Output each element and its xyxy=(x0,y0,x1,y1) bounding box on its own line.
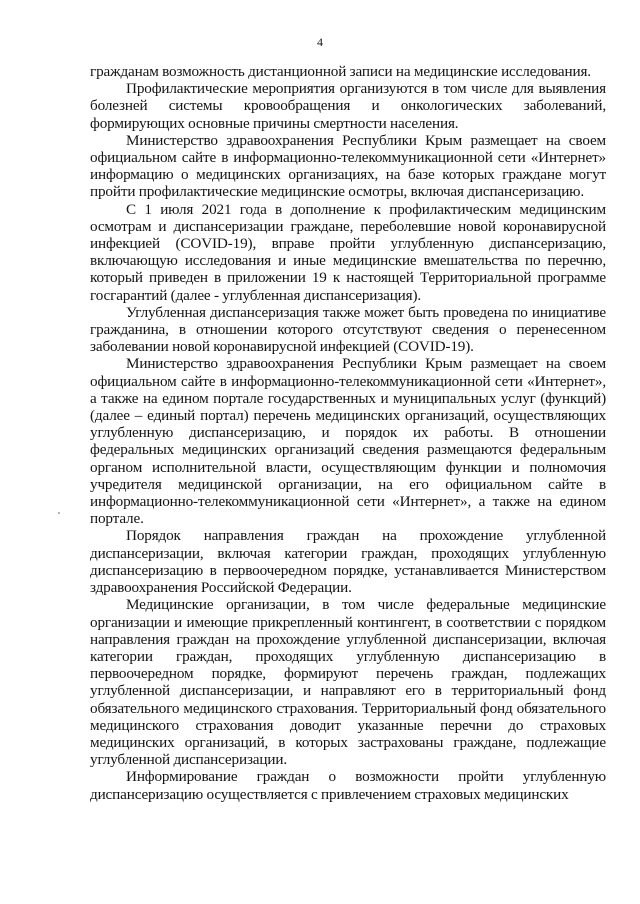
paragraph-5: Углубленная диспансеризация также может быть проведена по инициативе гражданина, в отношении которого отсутствуют сведения о перенесенном заболевании новой коронавирусной инфекцией (COVID-19). xyxy=(90,303,606,356)
paragraph-6: Министерство здравоохранения Республики Крым размещает на своем официальном сайте в информационно-телекоммуникационной сети «Интернет», а также на едином портале государственных и муниципальных услуг (функций) (далее – единый портал) перечень медицинских организаций, осуществляющих углубленную диспансеризацию, и порядок их работы. В отношении федеральных медицинских организаций сведения размещаются федеральным органом исполнительной власти, осуществляющим функции и полномочия учредителя медицинской организации, на его официальном сайте в информационно-телекоммуникационной сети «Интернет», а также на едином портале. xyxy=(90,355,606,528)
paragraph-7: Порядок направления граждан на прохождение углубленной диспансеризации, включая категории граждан, проходящих углубленную диспансеризацию в первоочередном порядке, устанавливается Министерством здравоохранения Российской Федерации. xyxy=(90,527,606,597)
document-body xyxy=(90,63,606,803)
paragraph-9: Информирование граждан о возможности пройти углубленную диспансеризацию осуществляется с привлечением страховых медицинских xyxy=(90,768,606,803)
paragraph-3: Министерство здравоохранения Республики Крым размещает на своем официальном сайте в информационно-телекоммуникационной сети «Интернет» информацию о медицинских организациях, на базе которых граждане могут пройти профилактические медицинские осмотры, включая диспансеризацию. xyxy=(90,131,606,201)
paragraph-8: Медицинские организации, в том числе федеральные медицинские организации и имеющие прикрепленный контингент, в соответствии с порядком направления граждан на прохождение углубленной диспансеризации, включая категории граждан, проходящих углубленную диспансеризацию в первоочередном порядке, формируют перечень граждан, подлежащих углубленной диспансеризации, и направляют его в территориальный фонд обязательного медицинского страхования. Территориальный фонд обязательного медицинского страхования доводит указанные перечни до страховых медицинских организаций, в которых застрахованы граждане, подлежащие углубленной диспансеризации. xyxy=(90,596,606,769)
scan-speck xyxy=(58,512,60,514)
paragraph-4: С 1 июля 2021 года в дополнение к профилактическим медицинским осмотрам и диспансеризации граждане, переболевшие новой коронавирусной инфекцией (COVID-19), вправе пройти углубленную диспансеризацию, включающую исследования и иные медицинские вмешательства по перечню, который приведен в приложении 19 к настоящей Территориальной программе госгарантий (далее - углубленная диспансеризация). xyxy=(90,200,606,304)
page-number: 4 xyxy=(317,35,323,49)
paragraph-1-continuation: гражданам возможность дистанционной записи на медицинские исследования. xyxy=(90,63,591,80)
paragraph-2: Профилактические мероприятия организуются в том числе для выявления болезней системы кровообращения и онкологических заболеваний, формирующих основные причины смертности населения. xyxy=(90,80,606,132)
